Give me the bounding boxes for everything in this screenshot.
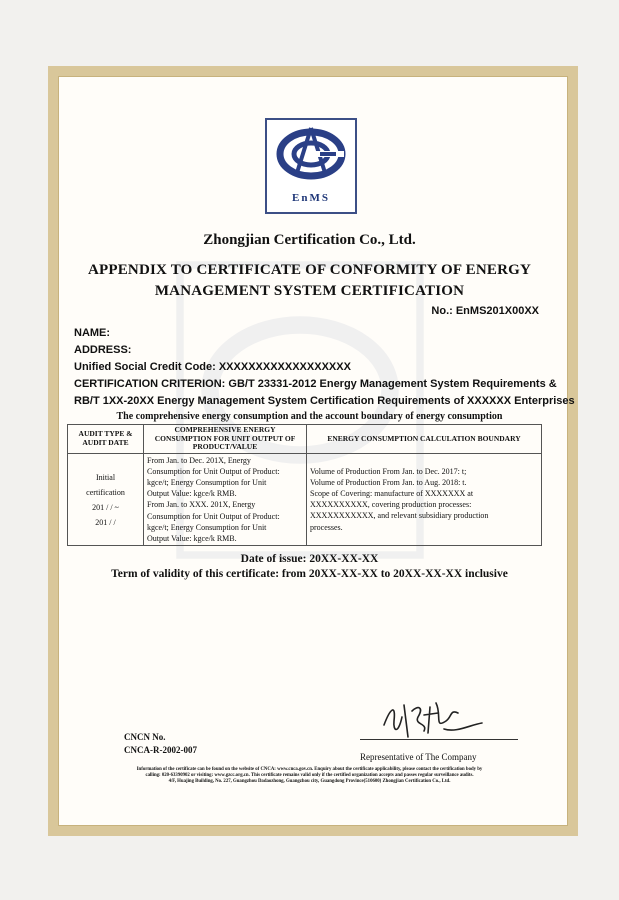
consumption-line: kgce/t; Energy Consumption for Unit [147,522,267,532]
representative-label: Representative of The Company [360,752,477,762]
cncn-value: CNCA-R-2002-007 [124,745,197,755]
enms-emblem-icon [274,124,348,190]
validity-term: Term of validity of this certificate: from 20XX-XX-XX to 20XX-XX-XX inclusive [111,568,508,580]
criterion-line-2: RB/T 1XX-20XX Energy Management System Certification Requirements of XXXXXX Enterprises [74,395,575,407]
criterion-line-1: CERTIFICATION CRITERION: GB/T 23331-2012 Energy Management System Requirements & [74,378,557,390]
audit-type-line: 201 / / ~ [92,502,119,512]
consumption-line: From Jan. to Dec. 201X, Energy [147,455,251,465]
enms-logo-text: EnMS [292,192,330,204]
consumption-line: kgce/t; Energy Consumption for Unit [147,477,267,487]
address-field: ADDRESS: [74,344,132,356]
company-name: Zhongjian Certification Co., Ltd. [203,232,416,248]
name-field: NAME: [74,327,111,339]
handwritten-signature [378,695,498,741]
date-of-issue: Date of issue: 20XX-XX-XX [240,553,379,565]
title-line-2: MANAGEMENT SYSTEM CERTIFICATION [154,283,465,299]
boundary-line: XXXXXXXXXX, covering production processes: [310,500,472,510]
cncn-label: CNCN No. [124,732,166,742]
boundary-line: XXXXXXXXXXX, and relevant subsidiary production [310,511,489,521]
header-audit-type: AUDIT TYPE & AUDIT DATE [68,425,144,454]
footer-note [78,767,541,785]
certificate-title [72,260,547,302]
table-row [68,453,542,546]
certificate-fields [74,325,575,410]
signature-line [360,739,518,740]
consumption-line: Consumption for Unit Output of Product: [147,511,280,521]
boundary-line: Scope of Covering: manufacture of XXXXXXX at [310,488,474,498]
audit-type-line: Initial [95,472,116,482]
enms-logo [265,118,357,214]
footer-line: calling: 020-63390902 or visiting: www.gzcc.org.cn. This certificate remains valid only if the certified organization accepts and passes regular surveillance audits. [145,773,474,778]
consumption-line: Consumption for Unit Output of Product: [147,466,280,476]
audit-type-line: 201 / / [95,517,116,527]
consumption-line: Output Value: kgce/k RMB. [147,533,237,543]
audit-type-line: certification [86,487,125,497]
header-consumption: COMPREHENSIVE ENERGY CONSUMPTION FOR UNIT OUTPUT OF PRODUCT/VALUE [144,425,307,454]
consumption-line: Output Value: kgce/k RMB. [147,489,237,499]
table-header-row [68,425,542,454]
footer-line: Information of the certificate can be found on the website of CNCA: www.cnca.gov.cn. Enquiry about the certificate applicability, please contact the certification body by [136,767,483,772]
boundary-line: Volume of Production From Jan. to Dec. 2017: t; [310,466,467,476]
consumption-line: From Jan. to XXX. 201X, Energy [147,500,256,510]
credit-code-field: Unified Social Credit Code: XXXXXXXXXXXXXXXXXX [74,361,351,373]
certificate-number: No.: EnMS201X00XX [431,305,539,317]
cncn-number [124,731,197,757]
boundary-line: Volume of Production From Jan. to Aug. 2018: t. [310,477,467,487]
title-line-1: APPENDIX TO CERTIFICATE OF CONFORMITY OF ENERGY [87,262,532,278]
footer-line: 4/F, Huajing Building, No. 227, Guangzhou Dadaozhong, Guangzhou city, Guangdong Province(510600) Zhongjian Certification Co., Ltd. [168,779,451,784]
audit-type-cell [68,453,144,546]
table-caption: The comprehensive energy consumption and the account boundary of energy consumption [116,411,503,422]
boundary-cell [307,453,542,546]
consumption-cell [144,453,307,546]
boundary-line: processes. [310,522,343,532]
energy-boundary-table [67,424,542,546]
header-boundary: ENERGY CONSUMPTION CALCULATION BOUNDARY [307,425,542,454]
